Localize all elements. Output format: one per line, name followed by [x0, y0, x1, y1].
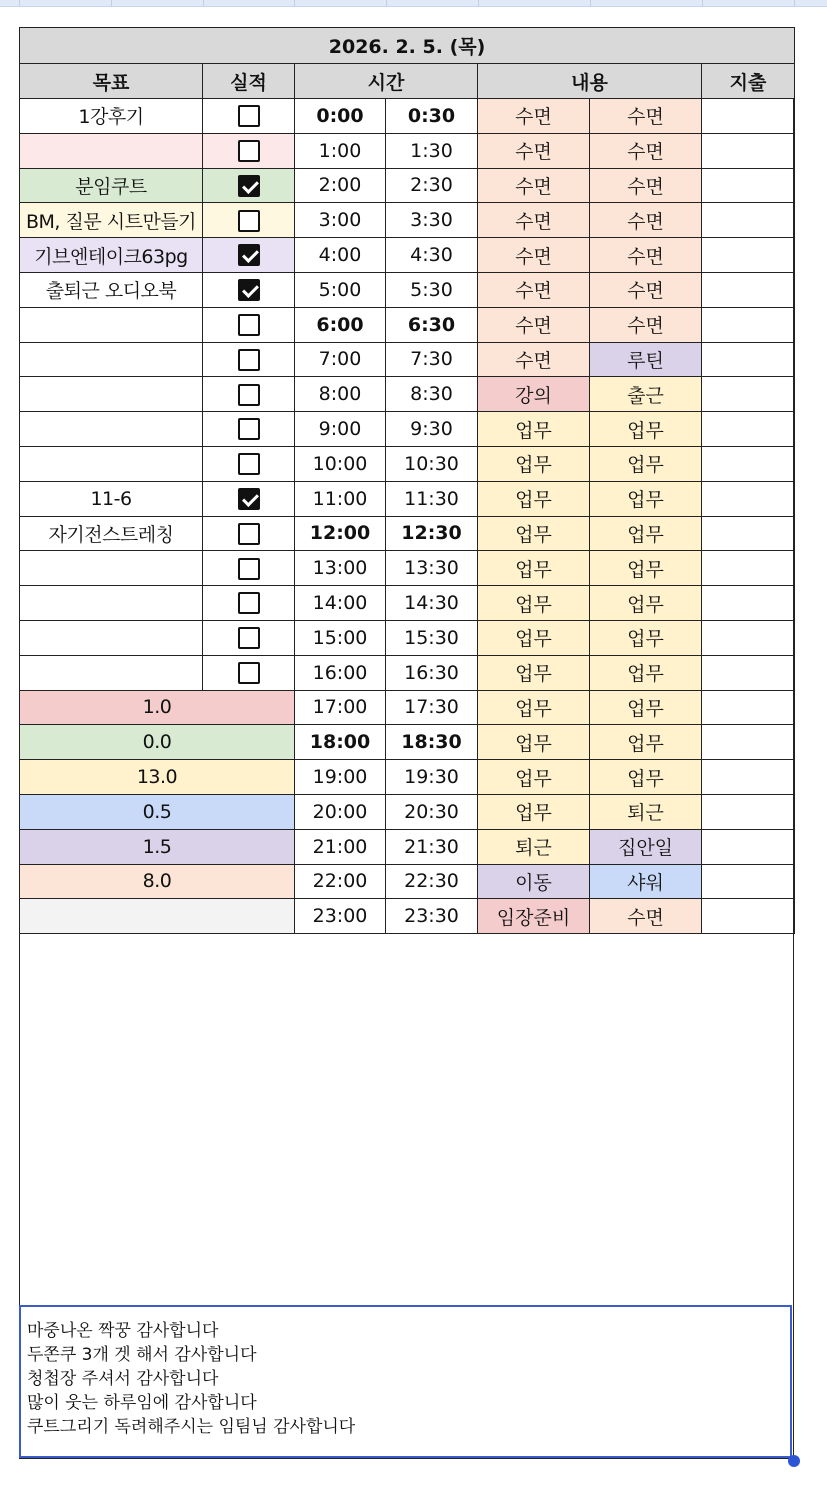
content-cell-1[interactable]: 업무: [478, 446, 590, 481]
result-checkbox[interactable]: [238, 314, 260, 336]
content-cell-1[interactable]: 업무: [478, 412, 590, 447]
time-start-cell[interactable]: 5:00: [295, 272, 386, 307]
expense-cell[interactable]: [702, 620, 795, 655]
time-start-cell[interactable]: 22:00: [295, 864, 386, 899]
content-cell-2[interactable]: 업무: [590, 725, 702, 760]
result-cell[interactable]: [203, 168, 295, 203]
table-row: [20, 342, 795, 377]
content-cell-1[interactable]: 수면: [478, 203, 590, 238]
summary-cell[interactable]: 1.0: [20, 690, 295, 725]
table-row: [20, 760, 795, 795]
time-half-cell[interactable]: 10:30: [386, 446, 478, 481]
result-cell[interactable]: [203, 551, 295, 586]
memo-line: 마중나온 짝꿍 감사합니다: [27, 1321, 219, 1341]
time-start-cell[interactable]: 18:00: [295, 725, 386, 760]
time-half-cell[interactable]: 6:30: [386, 307, 478, 342]
result-cell[interactable]: [203, 342, 295, 377]
content-cell-2[interactable]: 업무: [590, 551, 702, 586]
table-row: [20, 864, 795, 899]
goal-cell[interactable]: [20, 446, 203, 481]
result-checkbox[interactable]: [238, 418, 260, 440]
result-cell[interactable]: [203, 203, 295, 238]
content-cell-2[interactable]: 수면: [590, 99, 702, 134]
table-row: [20, 412, 795, 447]
time-half-cell[interactable]: 15:30: [386, 620, 478, 655]
header-goal[interactable]: 목표: [20, 64, 203, 99]
goal-cell[interactable]: [20, 655, 203, 690]
table-row: [20, 586, 795, 621]
memo-line: 두쫀쿠 3개 겟 해서 감사합니다: [27, 1345, 257, 1365]
expense-cell[interactable]: [702, 829, 795, 864]
result-cell[interactable]: [203, 446, 295, 481]
result-checkbox[interactable]: [238, 558, 260, 580]
expense-cell[interactable]: [702, 272, 795, 307]
time-start-cell[interactable]: 11:00: [295, 481, 386, 516]
time-half-cell[interactable]: 0:30: [386, 99, 478, 134]
time-half-cell[interactable]: 5:30: [386, 272, 478, 307]
result-cell[interactable]: [203, 377, 295, 412]
time-start-cell[interactable]: 17:00: [295, 690, 386, 725]
header-content[interactable]: 내용: [478, 64, 702, 99]
expense-cell[interactable]: [702, 690, 795, 725]
result-cell[interactable]: [203, 99, 295, 134]
title-row: [20, 28, 795, 64]
result-checkbox[interactable]: [238, 210, 260, 232]
time-start-cell[interactable]: 2:00: [295, 168, 386, 203]
result-cell[interactable]: [203, 307, 295, 342]
result-cell[interactable]: [203, 586, 295, 621]
content-cell-1[interactable]: 퇴근: [478, 829, 590, 864]
result-checkbox[interactable]: [238, 627, 260, 649]
table-row: [20, 725, 795, 760]
goal-cell[interactable]: 출퇴근 오디오북: [20, 272, 203, 307]
result-checkbox[interactable]: [238, 349, 260, 371]
content-cell-1[interactable]: 수면: [478, 168, 590, 203]
time-start-cell[interactable]: 15:00: [295, 620, 386, 655]
result-cell[interactable]: [203, 133, 295, 168]
time-half-cell[interactable]: 11:30: [386, 481, 478, 516]
time-start-cell[interactable]: 6:00: [295, 307, 386, 342]
table-row: [20, 168, 795, 203]
expense-cell[interactable]: [702, 133, 795, 168]
expense-cell[interactable]: [702, 864, 795, 899]
table-row: [20, 551, 795, 586]
memo-line: 많이 웃는 하루임에 감사합니다: [27, 1393, 257, 1413]
expense-cell[interactable]: [702, 725, 795, 760]
result-checkbox[interactable]: [238, 279, 260, 301]
time-start-cell[interactable]: 1:00: [295, 133, 386, 168]
goal-cell[interactable]: [20, 412, 203, 447]
result-cell[interactable]: [203, 412, 295, 447]
expense-cell[interactable]: [702, 342, 795, 377]
summary-cell[interactable]: 8.0: [20, 864, 295, 899]
time-start-cell[interactable]: 0:00: [295, 99, 386, 134]
memo-line: 쿠트그리기 독려해주시는 임팀님 감사합니다: [27, 1417, 356, 1437]
content-cell-1[interactable]: 업무: [478, 516, 590, 551]
table-row: [20, 238, 795, 273]
content-cell-2[interactable]: 샤워: [590, 864, 702, 899]
goal-cell[interactable]: [20, 133, 203, 168]
result-checkbox[interactable]: [238, 244, 260, 266]
time-start-cell[interactable]: 13:00: [295, 551, 386, 586]
goal-cell[interactable]: [20, 586, 203, 621]
table-row: [20, 272, 795, 307]
content-cell-1[interactable]: 수면: [478, 272, 590, 307]
content-cell-2[interactable]: 업무: [590, 446, 702, 481]
fill-handle[interactable]: [788, 1455, 800, 1467]
time-half-cell[interactable]: 16:30: [386, 655, 478, 690]
goal-cell[interactable]: [20, 307, 203, 342]
content-cell-2[interactable]: 수면: [590, 899, 702, 934]
goal-cell[interactable]: 분임쿠트: [20, 168, 203, 203]
content-cell-2[interactable]: 집안일: [590, 829, 702, 864]
goal-cell[interactable]: 1강후기: [20, 99, 203, 134]
schedule-table: [19, 27, 795, 934]
table-row: [20, 899, 795, 934]
table-row: [20, 307, 795, 342]
summary-cell[interactable]: 13.0: [20, 760, 295, 795]
time-half-cell[interactable]: 12:30: [386, 516, 478, 551]
time-half-cell[interactable]: 21:30: [386, 829, 478, 864]
expense-cell[interactable]: [702, 551, 795, 586]
content-cell-1[interactable]: 수면: [478, 238, 590, 273]
header-time[interactable]: 시간: [295, 64, 478, 99]
content-cell-2[interactable]: 업무: [590, 655, 702, 690]
content-cell-1[interactable]: 수면: [478, 342, 590, 377]
result-checkbox[interactable]: [238, 384, 260, 406]
result-checkbox[interactable]: [238, 592, 260, 614]
result-checkbox[interactable]: [238, 140, 260, 162]
result-cell[interactable]: [203, 272, 295, 307]
time-half-cell[interactable]: 13:30: [386, 551, 478, 586]
table-row: [20, 794, 795, 829]
time-half-cell[interactable]: 7:30: [386, 342, 478, 377]
table-row: [20, 690, 795, 725]
time-start-cell[interactable]: 10:00: [295, 446, 386, 481]
table-row: [20, 481, 795, 516]
table-row: [20, 133, 795, 168]
content-cell-2[interactable]: 업무: [590, 586, 702, 621]
memo-line: 청첩장 주셔서 감사합니다: [27, 1369, 219, 1389]
goal-cell[interactable]: 자기전스트레칭: [20, 516, 203, 551]
time-start-cell[interactable]: 9:00: [295, 412, 386, 447]
result-checkbox[interactable]: [238, 662, 260, 684]
date-title[interactable]: 2026. 2. 5. (목): [20, 28, 795, 64]
table-row: [20, 99, 795, 134]
gratitude-memo-cell[interactable]: [19, 1305, 792, 1458]
time-start-cell[interactable]: 21:00: [295, 829, 386, 864]
content-cell-2[interactable]: 업무: [590, 481, 702, 516]
goal-cell[interactable]: [20, 620, 203, 655]
time-start-cell[interactable]: 8:00: [295, 377, 386, 412]
content-cell-1[interactable]: 강의: [478, 377, 590, 412]
time-half-cell[interactable]: 4:30: [386, 238, 478, 273]
time-half-cell[interactable]: 22:30: [386, 864, 478, 899]
expense-cell[interactable]: [702, 516, 795, 551]
time-half-cell[interactable]: 8:30: [386, 377, 478, 412]
table-row: [20, 203, 795, 238]
table-row: [20, 377, 795, 412]
time-half-cell[interactable]: 19:30: [386, 760, 478, 795]
time-start-cell[interactable]: 4:00: [295, 238, 386, 273]
content-cell-1[interactable]: 업무: [478, 725, 590, 760]
summary-cell[interactable]: 0.0: [20, 725, 295, 760]
content-cell-2[interactable]: 업무: [590, 620, 702, 655]
expense-cell[interactable]: [702, 203, 795, 238]
goal-cell[interactable]: 기브엔테이크63pg: [20, 238, 203, 273]
time-half-cell[interactable]: 18:30: [386, 725, 478, 760]
result-checkbox[interactable]: [238, 523, 260, 545]
content-cell-1[interactable]: 수면: [478, 133, 590, 168]
summary-cell[interactable]: 1.5: [20, 829, 295, 864]
content-cell-1[interactable]: 업무: [478, 586, 590, 621]
content-cell-2[interactable]: 수면: [590, 272, 702, 307]
header-result[interactable]: 실적: [203, 64, 295, 99]
content-cell-1[interactable]: 임장준비: [478, 899, 590, 934]
expense-cell[interactable]: [702, 760, 795, 795]
table-row: [20, 655, 795, 690]
expense-cell[interactable]: [702, 168, 795, 203]
time-half-cell[interactable]: 23:30: [386, 899, 478, 934]
summary-cell[interactable]: [20, 899, 295, 934]
expense-cell[interactable]: [702, 446, 795, 481]
content-cell-1[interactable]: 업무: [478, 794, 590, 829]
goal-cell[interactable]: BM, 질문 시트만들기: [20, 203, 203, 238]
expense-cell[interactable]: [702, 238, 795, 273]
expense-cell[interactable]: [702, 899, 795, 934]
content-cell-2[interactable]: 루틴: [590, 342, 702, 377]
result-cell[interactable]: [203, 238, 295, 273]
expense-cell[interactable]: [702, 481, 795, 516]
expense-cell[interactable]: [702, 99, 795, 134]
header-strip: [0, 0, 827, 7]
content-cell-2[interactable]: 수면: [590, 168, 702, 203]
content-cell-1[interactable]: 수면: [478, 307, 590, 342]
expense-cell[interactable]: [702, 377, 795, 412]
content-cell-2[interactable]: 업무: [590, 690, 702, 725]
time-half-cell[interactable]: 17:30: [386, 690, 478, 725]
result-checkbox[interactable]: [238, 105, 260, 127]
content-cell-2[interactable]: 퇴근: [590, 794, 702, 829]
result-checkbox[interactable]: [238, 175, 260, 197]
header-expense[interactable]: 지출: [702, 64, 795, 99]
time-start-cell[interactable]: 7:00: [295, 342, 386, 377]
expense-cell[interactable]: [702, 307, 795, 342]
time-half-cell[interactable]: 14:30: [386, 586, 478, 621]
time-start-cell[interactable]: 3:00: [295, 203, 386, 238]
table-row: [20, 446, 795, 481]
content-cell-1[interactable]: 업무: [478, 760, 590, 795]
result-cell[interactable]: [203, 620, 295, 655]
result-checkbox[interactable]: [238, 488, 260, 510]
content-cell-1[interactable]: 업무: [478, 655, 590, 690]
result-cell[interactable]: [203, 516, 295, 551]
content-cell-2[interactable]: 수면: [590, 203, 702, 238]
time-start-cell[interactable]: 14:00: [295, 586, 386, 621]
time-half-cell[interactable]: 2:30: [386, 168, 478, 203]
content-cell-1[interactable]: 업무: [478, 481, 590, 516]
expense-cell[interactable]: [702, 794, 795, 829]
time-start-cell[interactable]: 23:00: [295, 899, 386, 934]
content-cell-1[interactable]: 업무: [478, 551, 590, 586]
goal-cell[interactable]: 11-6: [20, 481, 203, 516]
content-cell-2[interactable]: 수면: [590, 238, 702, 273]
table-row: [20, 620, 795, 655]
time-half-cell[interactable]: 1:30: [386, 133, 478, 168]
goal-cell[interactable]: [20, 551, 203, 586]
goal-cell[interactable]: [20, 342, 203, 377]
content-cell-1[interactable]: 업무: [478, 620, 590, 655]
expense-cell[interactable]: [702, 412, 795, 447]
content-cell-1[interactable]: 이동: [478, 864, 590, 899]
goal-cell[interactable]: [20, 377, 203, 412]
content-cell-2[interactable]: 수면: [590, 307, 702, 342]
content-cell-2[interactable]: 업무: [590, 760, 702, 795]
time-start-cell[interactable]: 12:00: [295, 516, 386, 551]
result-cell[interactable]: [203, 655, 295, 690]
expense-cell[interactable]: [702, 655, 795, 690]
time-start-cell[interactable]: 20:00: [295, 794, 386, 829]
content-cell-1[interactable]: 수면: [478, 99, 590, 134]
time-half-cell[interactable]: 3:30: [386, 203, 478, 238]
table-row: [20, 516, 795, 551]
header-row: [20, 64, 795, 99]
result-checkbox[interactable]: [238, 453, 260, 475]
content-cell-2[interactable]: 업무: [590, 412, 702, 447]
content-cell-2[interactable]: 수면: [590, 133, 702, 168]
content-cell-2[interactable]: 출근: [590, 377, 702, 412]
content-cell-1[interactable]: 업무: [478, 690, 590, 725]
table-row: [20, 829, 795, 864]
expense-cell[interactable]: [702, 586, 795, 621]
time-start-cell[interactable]: 19:00: [295, 760, 386, 795]
result-cell[interactable]: [203, 481, 295, 516]
content-cell-2[interactable]: 업무: [590, 516, 702, 551]
time-half-cell[interactable]: 20:30: [386, 794, 478, 829]
summary-cell[interactable]: 0.5: [20, 794, 295, 829]
time-half-cell[interactable]: 9:30: [386, 412, 478, 447]
time-start-cell[interactable]: 16:00: [295, 655, 386, 690]
